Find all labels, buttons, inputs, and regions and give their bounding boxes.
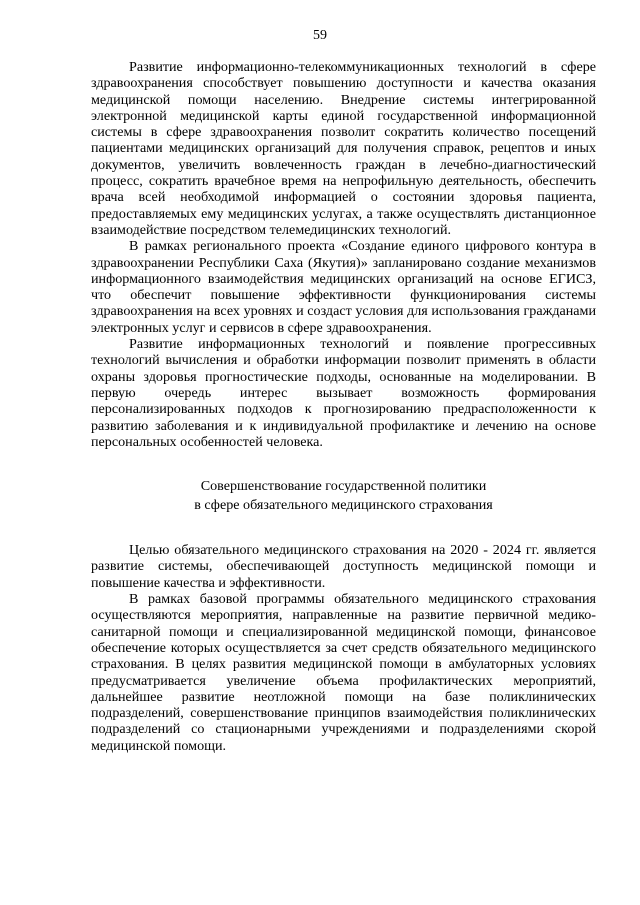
page-content <box>91 59 596 754</box>
paragraph-it-development: Развитие информационно-телекоммуникационных технологий в сфере здравоохранения способствует повышению доступности и качества оказания медицинской помощи населению. Внедрение системы интегрированной электронной медицинской карты единой государственной информационной системы в сфере здравоохранения позволит сократить количество посещений пациентами медицинских организаций для получения справок, рецептов и иных документов, увеличить вовлеченность граждан в лечебно-диагностический процесс, сократить врачебное время на непрофильную деятельность, обеспечить врача всей необходимой информацией о состоянии здоровья пациента, предоставляемых ему медицинских услугах, а также осуществлять дистанционное взаимодействие посредством телемедицинских технологий. <box>91 59 596 238</box>
paragraph-oms-goal: Целью обязательного медицинского страхования на 2020 - 2024 гг. является развитие системы, обеспечивающей доступность медицинской помощи и повышение качества и эффективности. <box>91 542 596 591</box>
page-number: 59 <box>313 28 327 43</box>
section-heading <box>91 477 596 515</box>
section-heading-line-1: Совершенствование государственной политики <box>200 478 487 495</box>
paragraph-oms-program: В рамках базовой программы обязательного медицинского страхования осуществляются мероприятия, направленные на развитие первичной медико-санитарной помощи и специализированной медицинской помощи, финансовое обеспечение которых осуществляется за счет средств обязательного медицинского страхования. В целях развития медицинской помощи в амбулаторных условиях предусматривается увеличение объема профилактических мероприятий, дальнейшее развитие неотложной помощи на базе поликлинических подразделений, совершенствование принципов взаимодействия поликлинических подразделений со стационарными учреждениями и подразделениями скорой медицинской помощи. <box>91 591 596 754</box>
paragraph-predictive-approaches: Развитие информационных технологий и появление прогрессивных технологий вычисления и обработки информации позволит применять в области охраны здоровья прогностические подходы, основанные на моделировании. В первую очередь интерес вызывает возможность формирования персонализированных подходов к прогнозированию предрасположенности к развитию заболевания и к индивидуальной профилактике и лечению на основе персональных особенностей человека. <box>91 336 596 450</box>
paragraph-regional-project: В рамках регионального проекта «Создание единого цифрового контура в здравоохранении Республики Саха (Якутия)» запланировано создание механизмов информационного взаимодействия медицинских организаций на основе ЕГИСЗ, что обеспечит повышение эффективности функционирования системы здравоохранения на всех уровнях и создаст условия для использования гражданами электронных услуг и сервисов в сфере здравоохранения. <box>91 238 596 336</box>
section-heading-line-2: в сфере обязательного медицинского страхования <box>194 497 493 514</box>
